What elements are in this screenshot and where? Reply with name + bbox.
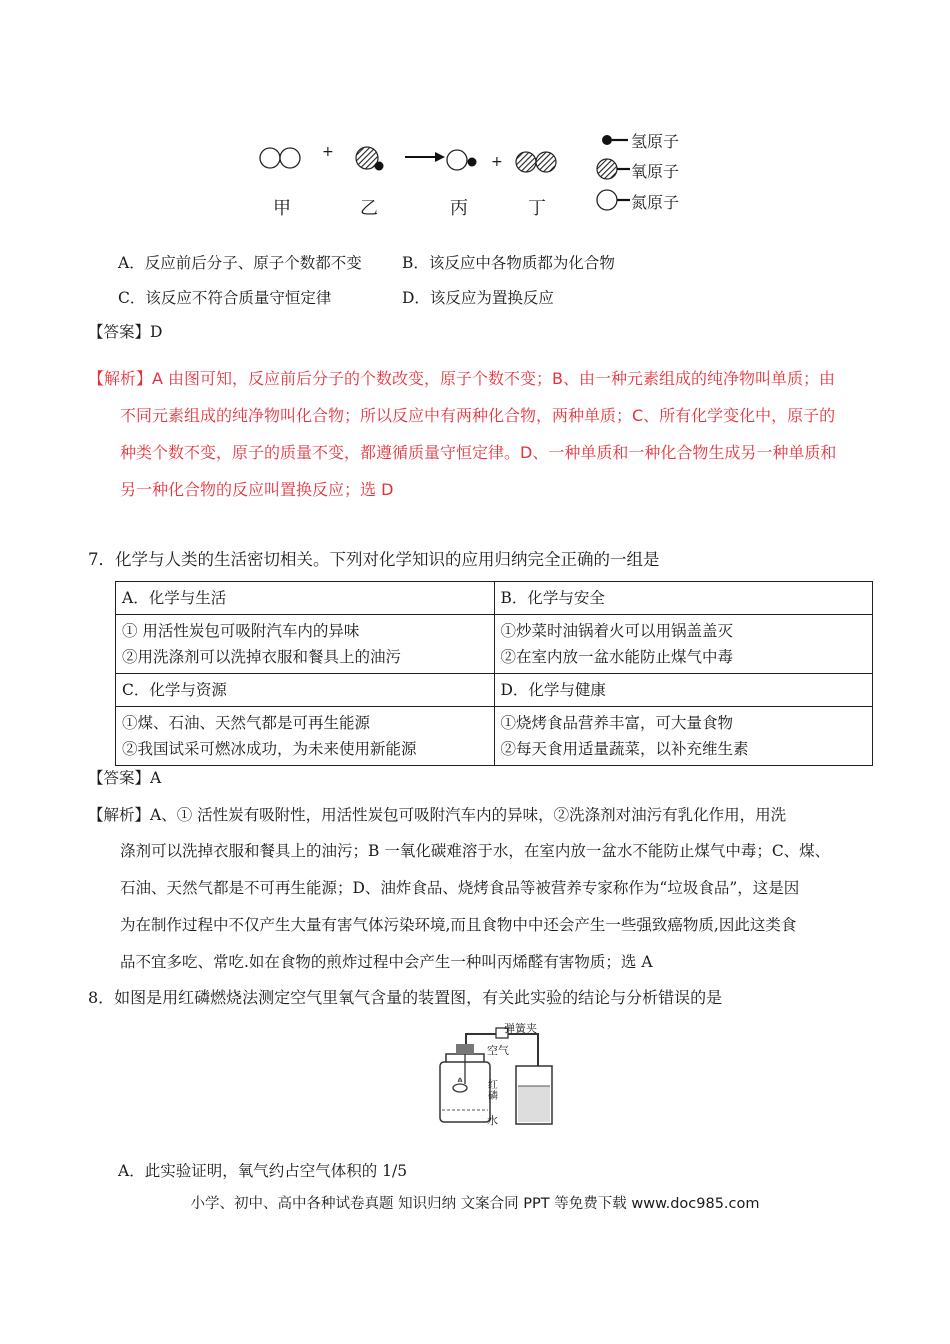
q8-stem: 8．如图是用红磷燃烧法测定空气里氧气含量的装置图，有关此实验的结论与分析错误的是 xyxy=(88,988,723,1007)
q7-stem: 7．化学与人类的生活密切相关。下列对化学知识的应用归纳完全正确的一组是 xyxy=(88,550,660,569)
label-yi: 乙 xyxy=(360,198,378,219)
plus-sign-1: + xyxy=(322,144,334,160)
q7-cell-b-body xyxy=(494,615,873,674)
q6-option-c: C．该反应不符合质量守恒定律 xyxy=(118,289,332,307)
label-water: 水 xyxy=(487,1114,498,1127)
reaction-arrow xyxy=(405,152,445,162)
q7-d-item-2: ②每天食用适量蔬菜，以补充维生素 xyxy=(500,740,749,758)
legend-oxygen-label: 氧原子 xyxy=(631,162,680,181)
label-air: 空气 xyxy=(487,1044,509,1057)
q8-option-a: A．此实验证明，氧气约占空气体积的 1/5 xyxy=(118,1162,408,1180)
q7-analysis-line-2: 涤剂可以洗掉衣服和餐具上的油污；B 一氧化碳难溶于水，在室内放一盆水不能防止煤气中毒；C、煤、 xyxy=(120,842,831,860)
q6-analysis-line-1: 【解析】A 由图可知，反应前后分子的个数改变，原子个数不变；B、由一种元素组成的纯净物叫单质；由 xyxy=(88,369,836,388)
q7-c-item-1: ①煤、石油、天然气都是可再生能源 xyxy=(122,714,371,732)
q7-cell-d-title: D．化学与健康 xyxy=(494,674,873,707)
legend-oxygen xyxy=(597,159,630,179)
label-spring-clip: 弹簧夹 xyxy=(504,1022,537,1035)
q7-d-item-1: ①烧烤食品营养丰富，可大量食物 xyxy=(500,714,734,732)
legend-nitrogen-label: 氮原子 xyxy=(631,193,680,212)
q7-a-item-2: ②用洗涤剂可以洗掉衣服和餐具上的油污 xyxy=(122,648,402,666)
label-bing: 丙 xyxy=(450,198,468,219)
q7-c-item-2: ②我国试采可燃冰成功，为未来使用新能源 xyxy=(122,740,417,758)
q7-a-item-1: ① 用活性炭包可吸附汽车内的异味 xyxy=(122,622,360,640)
molecule-bing xyxy=(447,150,477,170)
label-red-phosphorus: 红磷 xyxy=(488,1080,498,1102)
q7-answer: 【答案】A xyxy=(88,769,162,787)
label-jia: 甲 xyxy=(273,198,291,219)
q7-cell-c-body xyxy=(116,707,495,766)
q6-answer: 【答案】D xyxy=(88,323,163,341)
molecule-ding xyxy=(516,152,556,172)
q7-cell-a-title: A．化学与生活 xyxy=(116,582,495,615)
q7-cell-d-body xyxy=(494,707,873,766)
legend-hydrogen xyxy=(602,135,628,145)
q6-option-a: A．反应前后分子、原子个数都不变 xyxy=(118,254,362,272)
molecule-yi xyxy=(356,147,384,171)
q7-cell-a-body xyxy=(116,615,495,674)
legend-hydrogen-label: 氢原子 xyxy=(631,132,680,151)
page-footer: 小学、初中、高中各种试卷真题 知识归纳 文案合同 PPT 等免费下载 www.doc985.com xyxy=(190,1196,760,1212)
q7-b-item-2: ②在室内放一盆水能防止煤气中毒 xyxy=(500,648,734,666)
q7-analysis-line-4: 为在制作过程中不仅产生大量有害气体污染环境,而且食物中中还会产生一些强致癌物质,因此这类食 xyxy=(120,916,797,934)
q6-option-b: B．该反应中各物质都为化合物 xyxy=(402,254,615,272)
q6-option-d: D．该反应为置换反应 xyxy=(402,289,554,307)
q7-analysis-line-1: 【解析】A、① 活性炭有吸附性，用活性炭包可吸附汽车内的异味，②洗涤剂对油污有乳化作用，用洗 xyxy=(88,806,787,824)
q6-analysis-line-2: 不同元素组成的纯净物叫化合物；所以反应中有两种化合物，两种单质；C、所有化学变化中，原子的 xyxy=(120,406,836,425)
plus-sign-2: + xyxy=(491,154,503,170)
q7-b-item-1: ①炒菜时油锅着火可以用锅盖盖灭 xyxy=(500,622,734,640)
q6-analysis-line-4: 另一种化合物的反应叫置换反应；选 D xyxy=(120,480,394,499)
q7-options-table xyxy=(115,581,873,766)
q7-analysis-line-3: 石油、天然气都是不可再生能源；D、油炸食品、烧烤食品等被营养专家称作为“垃圾食品”，这是因 xyxy=(120,879,800,897)
q6-analysis-line-3: 种类个数不变，原子的质量不变，都遵循质量守恒定律。D、一种单质和一种化合物生成另一种单质和 xyxy=(120,443,837,462)
legend-nitrogen xyxy=(597,190,630,210)
label-ding: 丁 xyxy=(528,198,546,219)
molecule-jia xyxy=(260,148,300,168)
q7-cell-b-title: B．化学与安全 xyxy=(494,582,873,615)
q7-analysis-line-5: 品不宜多吃、常吃.如在食物的煎炸过程中会产生一种叫丙烯醛有害物质；选 A xyxy=(120,953,653,971)
q7-cell-c-title: C．化学与资源 xyxy=(116,674,495,707)
